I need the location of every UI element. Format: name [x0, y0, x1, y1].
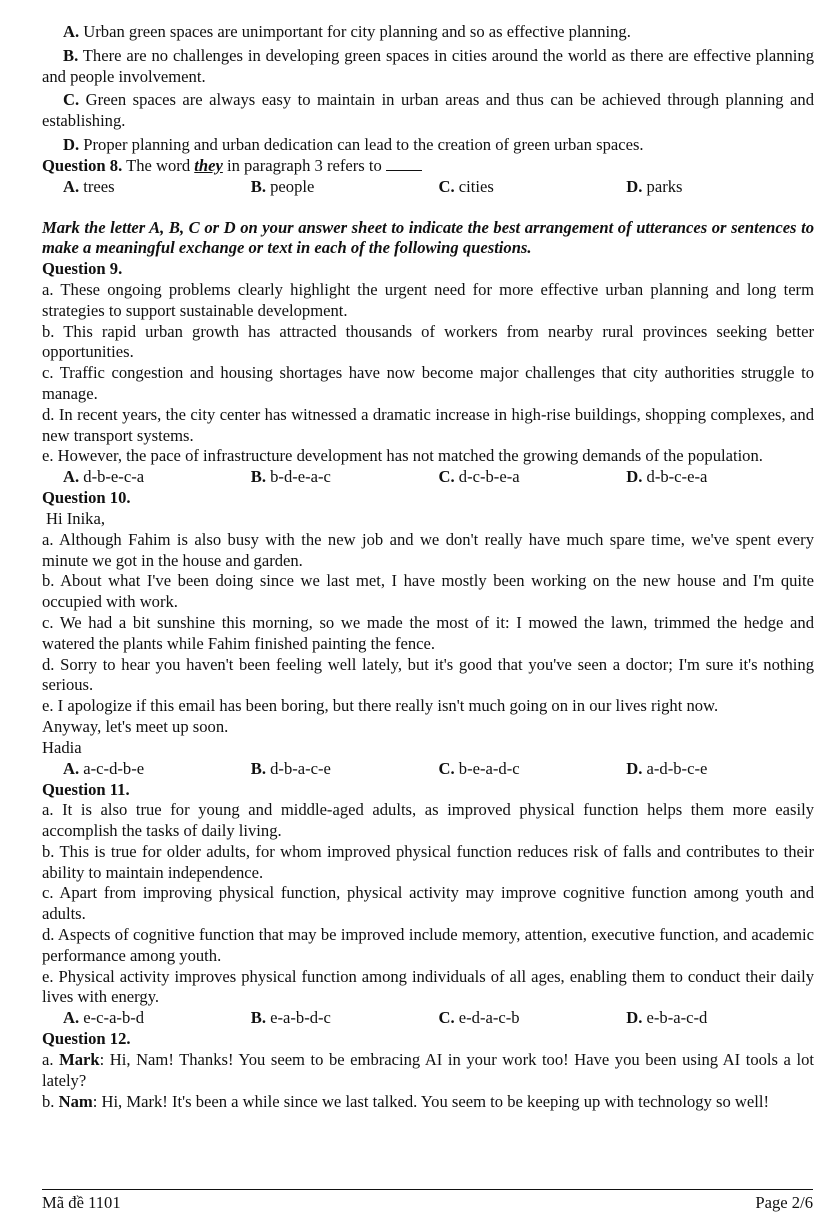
q9-item-b: b. This rapid urban growth has attracted thousands of workers from nearby rural provinces seeking better opportunities.: [42, 321, 814, 362]
answer-d[interactable]: D. parks: [626, 176, 683, 196]
q10-item-c: c. We had a bit sunshine this morning, so we made the most of it: I mowed the lawn, trimmed the hedge and watered the plants while Fahim finished painting the fence.: [42, 612, 814, 653]
q9-item-e: e. However, the pace of infrastructure development has not matched the growing demands of the population.: [42, 446, 763, 466]
option-letter: C.: [63, 90, 80, 110]
q9-item-c: c. Traffic congestion and housing shortages have now become major challenges that city authorities struggle to manage.: [42, 363, 814, 403]
q7-option-d: [42, 135, 814, 156]
option-text: There are no challenges in developing green spaces in cities around the world as there are effective planning and people involvement.: [42, 45, 814, 86]
answer-a[interactable]: A. d-b-e-c-a: [63, 467, 145, 487]
q12-label: Question 12.: [42, 1029, 131, 1049]
q12-line-b: b. Nam: Hi, Mark! It's been a while since we last talked. You seem to be keeping up with technology so well!: [42, 1091, 769, 1111]
page-footer: [42, 1189, 813, 1214]
q11-item-b: b. This is true for older adults, for whom improved physical function reduces risk of falls and contributes to their ability to maintain independence.: [42, 841, 814, 882]
q7-options: [42, 22, 814, 156]
answer-c[interactable]: C. b-e-a-d-c: [438, 758, 520, 778]
option-text: Green spaces are always easy to maintain in urban areas and thus can be achieved through planning and establishing.: [42, 90, 814, 131]
answer-c[interactable]: C. d-c-b-e-a: [438, 467, 520, 487]
q10-item-a: a. Although Fahim is also busy with the new job and we don't really have much spare time, we've spent every minute we got in the house and garden.: [42, 529, 814, 570]
q10-closing: Anyway, let's meet up soon.: [42, 716, 229, 736]
speaker-name: Mark: [59, 1050, 100, 1070]
q11-item-e: e. Physical activity improves physical function among individuals of all ages, enabling them to conduct their daily lives with energy.: [42, 966, 814, 1007]
answer-b[interactable]: B. people: [250, 176, 315, 196]
page-number: Page 2/6: [755, 1193, 813, 1212]
q10-answers: [42, 759, 814, 780]
answer-a[interactable]: A. trees: [63, 176, 115, 196]
stem-text: The word: [122, 155, 195, 175]
q10-item-d: d. Sorry to hear you haven't been feeling well lately, but it's good that you've seen a doctor; I'm sure it's nothing serious.: [42, 654, 814, 695]
q9-item-d: d. In recent years, the city center has witnessed a dramatic increase in high-rise buildings, shopping complexes, and new transport systems.: [42, 404, 814, 445]
question-label: Question 8.: [42, 155, 123, 175]
q7-option-a: [42, 22, 814, 43]
option-letter: B.: [63, 45, 79, 65]
q12-line-a: a. Mark: Hi, Nam! Thanks! You seem to be embracing AI in your work too! Have you been using AI tools a lot lately?: [42, 1050, 814, 1090]
q8-stem: [42, 156, 814, 177]
answer-a[interactable]: A. a-c-d-b-e: [63, 758, 145, 778]
q7-option-b: [42, 46, 814, 88]
option-letter: D.: [63, 134, 80, 154]
q10-item-b: b. About what I've been doing since we last met, I have mostly been working on the new house and I'm quite occupied with work.: [42, 571, 814, 612]
q11-item-d: d. Aspects of cognitive function that may be improved include memory, attention, executive function, and academic performance among youth.: [42, 925, 814, 965]
answer-d[interactable]: D. a-d-b-c-e: [626, 758, 708, 778]
q11-label: Question 11.: [42, 779, 130, 799]
q10-item-e: e. I apologize if this email has been boring, but there really isn't much going on in our lives right now.: [42, 696, 719, 716]
q10-label: Question 10.: [42, 488, 131, 508]
q10-greeting: Hi Inika,: [46, 508, 105, 528]
q7-option-c: [42, 90, 814, 132]
option-letter: A.: [63, 22, 80, 41]
stem-text: in paragraph 3 refers to: [222, 155, 386, 175]
exam-page: [42, 22, 814, 1112]
q11-item-c: c. Apart from improving physical function, physical activity may improve cognitive function among youth and adults.: [42, 883, 814, 924]
q11-item-a: a. It is also true for young and middle-aged adults, as improved physical function helps them more easily accomplish the tasks of daily living.: [42, 800, 814, 841]
q9-label: Question 9.: [42, 259, 123, 279]
option-text: Proper planning and urban dedication can lead to the creation of green urban spaces.: [79, 134, 644, 154]
option-text: Urban green spaces are unimportant for city planning and so as effective planning.: [79, 22, 631, 41]
answer-d[interactable]: D. d-b-c-e-a: [626, 467, 708, 487]
answer-b[interactable]: B. e-a-b-d-c: [250, 1008, 331, 1028]
answer-b[interactable]: B. d-b-a-c-e: [250, 758, 331, 778]
q8-answers: [42, 177, 814, 198]
exam-code: Mã đề 1101: [42, 1193, 121, 1212]
q9-answers: [42, 467, 814, 488]
answer-b[interactable]: B. b-d-e-a-c: [250, 467, 331, 487]
q11-answers: [42, 1008, 814, 1029]
q10-signature: Hadia: [42, 737, 82, 757]
answer-blank: [386, 156, 422, 171]
section-instruction: Mark the letter A, B, C or D on your answer sheet to indicate the best arrangement of utterances or sentences to make a meaningful exchange or text in each of the following questions.: [42, 217, 814, 258]
answer-a[interactable]: A. e-c-a-b-d: [63, 1008, 145, 1028]
answer-c[interactable]: C. e-d-a-c-b: [438, 1008, 520, 1028]
speaker-name: Nam: [58, 1091, 93, 1111]
underlined-word: they: [194, 155, 223, 175]
q9-item-a: a. These ongoing problems clearly highlight the urgent need for more effective urban planning and long term strategies to support sustainable development.: [42, 279, 814, 320]
answer-c[interactable]: C. cities: [438, 176, 494, 196]
answer-d[interactable]: D. e-b-a-c-d: [626, 1008, 708, 1028]
